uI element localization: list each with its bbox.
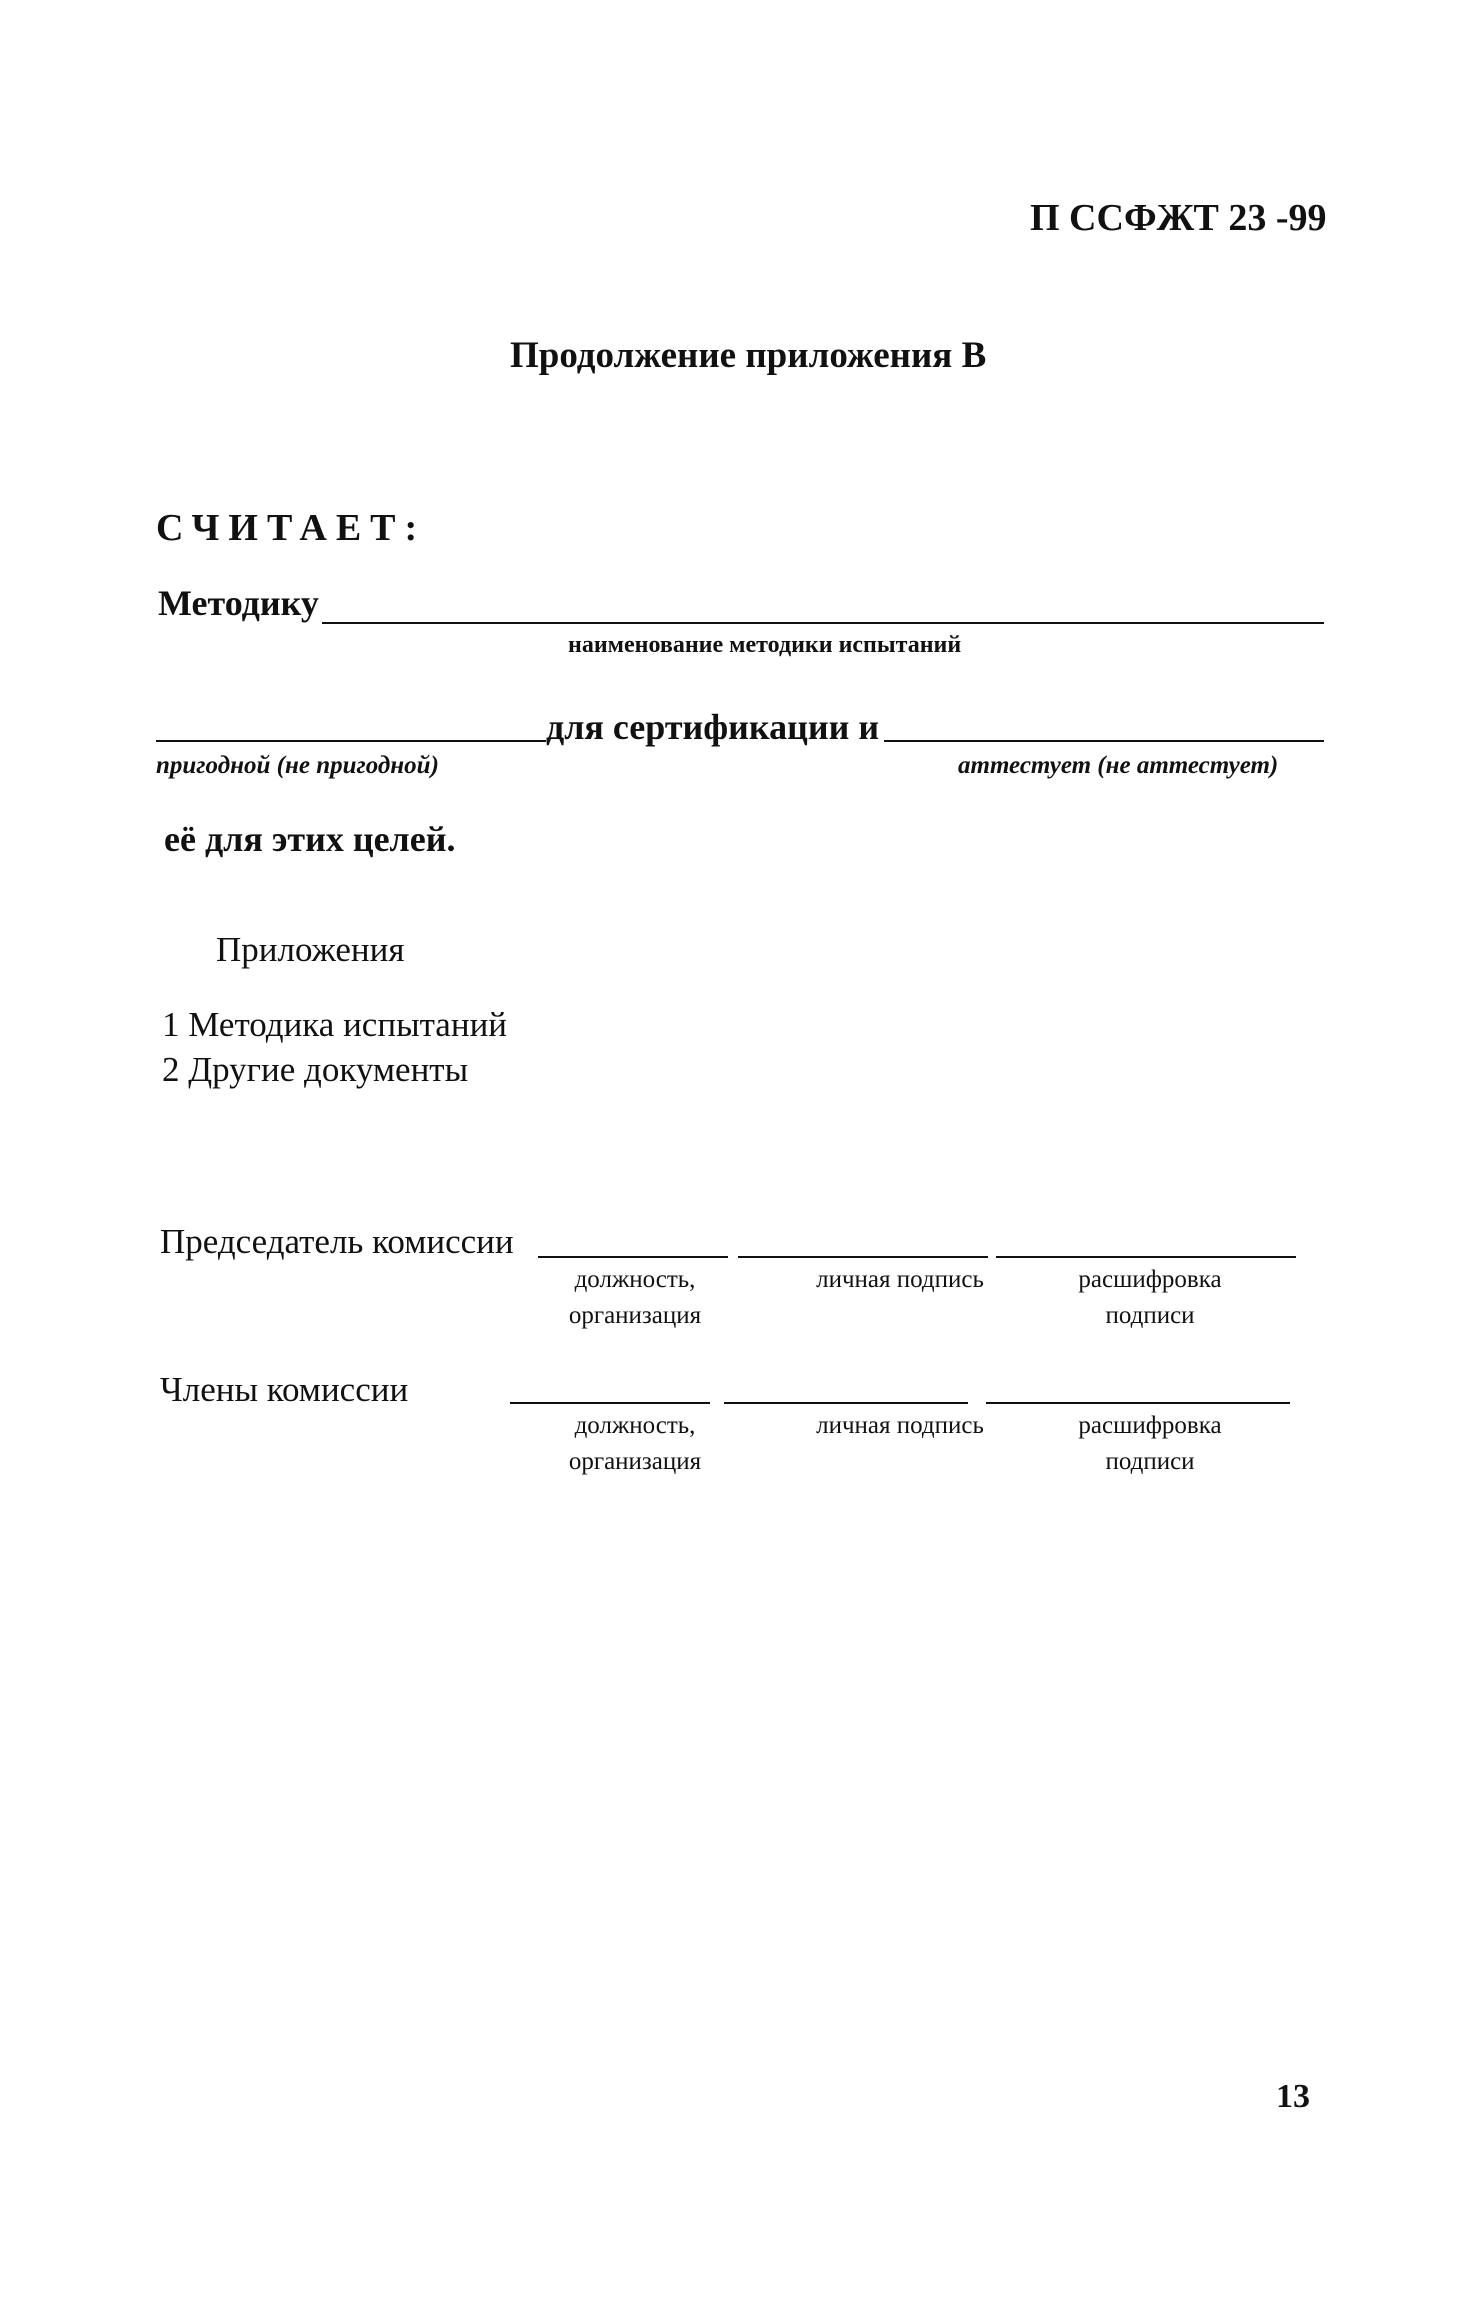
fitness-field[interactable] xyxy=(156,740,546,742)
purpose-text: её для этих целей. xyxy=(164,819,456,859)
members-signature-field[interactable] xyxy=(724,1402,968,1404)
appendix-item: 1 Методика испытаний xyxy=(162,1005,508,1044)
chairman-decoding-caption: расшифровка подписи xyxy=(1078,1266,1222,1329)
appendices-heading: Приложения xyxy=(216,930,405,969)
method-name-caption: наименование методики испытаний xyxy=(568,632,962,658)
page-number: 13 xyxy=(1276,2078,1310,2115)
appendix-item: 2 Другие документы xyxy=(162,1050,469,1089)
attestation-field[interactable] xyxy=(884,740,1324,742)
members-position-caption: должность, организация xyxy=(568,1412,702,1475)
page-title: Продолжение приложения В xyxy=(510,335,987,376)
chairman-position-caption: должность, организация xyxy=(568,1266,702,1329)
fitness-caption: пригодной (не пригодной) xyxy=(156,752,439,779)
members-decoding-caption: расшифровка подписи xyxy=(1078,1412,1222,1475)
chairman-label: Председатель комиссии xyxy=(160,1222,514,1261)
chairman-position-field[interactable] xyxy=(538,1256,728,1258)
members-decoding-field[interactable] xyxy=(986,1402,1290,1404)
members-signature-caption: личная подпись xyxy=(816,1412,984,1439)
certification-text: для сертификации и xyxy=(546,707,880,747)
chairman-signature-field[interactable] xyxy=(738,1256,988,1258)
members-position-field[interactable] xyxy=(510,1402,710,1404)
chairman-decoding-field[interactable] xyxy=(996,1256,1296,1258)
considers-heading: СЧИТАЕТ: xyxy=(156,507,427,549)
method-label: Методику xyxy=(158,583,319,623)
chairman-signature-caption: личная подпись xyxy=(816,1266,984,1293)
method-name-field[interactable] xyxy=(322,622,1324,624)
document-code: П ССФЖТ 23 -99 xyxy=(1030,197,1327,239)
attestation-caption: аттестует (не аттестует) xyxy=(958,752,1279,779)
members-label: Члены комиссии xyxy=(160,1370,409,1409)
